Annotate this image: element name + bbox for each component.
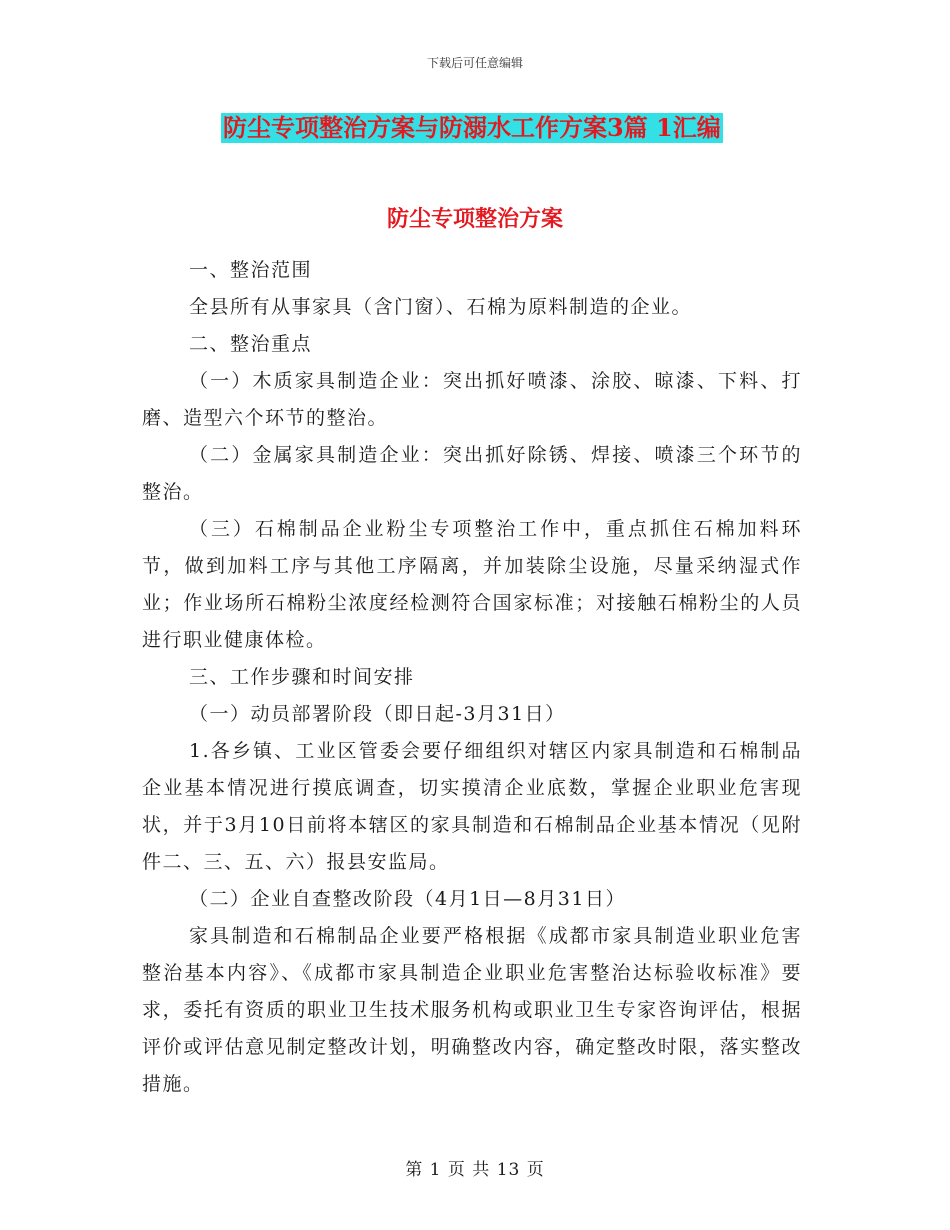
paragraph-survey: 1.各乡镇、工业区管委会要仔细组织对辖区内家具制造和石棉制品企业基本情况进行摸底调查，切实摸清企业底数，掌握企业职业危害现状，并于3月10日前将本辖区的家具制造和石棉制品企业基本情况（见附件二、三、五、六）报县安监局。 bbox=[142, 740, 802, 873]
paragraph-rectification: 家具制造和石棉制品企业要严格根据《成都市家具制造业职业危害整治基本内容》、《成都市家具制造企业职业危害整治达标验收标准》要求，委托有资质的职业卫生技术服务机构或职业卫生专家咨询评估，根据评价或评估意见制定整改计划，明确整改内容，确定整改时限，落实整改措施。 bbox=[142, 925, 802, 1095]
heading-schedule: 三、工作步骤和时间安排 bbox=[189, 666, 415, 688]
paragraph-asbestos: （三）石棉制品企业粉尘专项整治工作中，重点抓住石棉加料环节，做到加料工序与其他工序隔离，并加装除尘设施，尽量采纳湿式作业；作业场所石棉粉尘浓度经检测符合国家标准；对接触石棉粉尘的人员进行职业健康体检。 bbox=[142, 518, 802, 651]
document-title: 防尘专项整治方案与防溺水工作方案3篇 1汇编 bbox=[223, 113, 721, 142]
subheading-mobilization: （一）动员部署阶段（即日起-3月31日） bbox=[189, 703, 566, 725]
paragraph-metal-furniture: （二）金属家具制造企业：突出抓好除锈、焊接、喷漆三个环节的整治。 bbox=[142, 444, 802, 503]
section-title: 防尘专项整治方案 bbox=[386, 206, 563, 232]
subheading-self-inspection: （二）企业自查整改阶段（4月1日—8月31日） bbox=[189, 888, 626, 910]
heading-focus: 二、整治重点 bbox=[189, 333, 313, 355]
heading-scope: 一、整治范围 bbox=[189, 259, 313, 281]
paragraph-scope: 全县所有从事家具（含门窗）、石棉为原料制造的企业。 bbox=[189, 296, 693, 318]
page-footer: 第 1 页 共 13 页 bbox=[405, 1160, 545, 1180]
paragraph-wood-furniture: （一）木质家具制造企业：突出抓好喷漆、涂胶、晾漆、下料、打磨、造型六个环节的整治。 bbox=[142, 370, 802, 429]
header-note: 下载后可任意编辑 bbox=[426, 56, 523, 70]
body-text bbox=[142, 252, 802, 1103]
